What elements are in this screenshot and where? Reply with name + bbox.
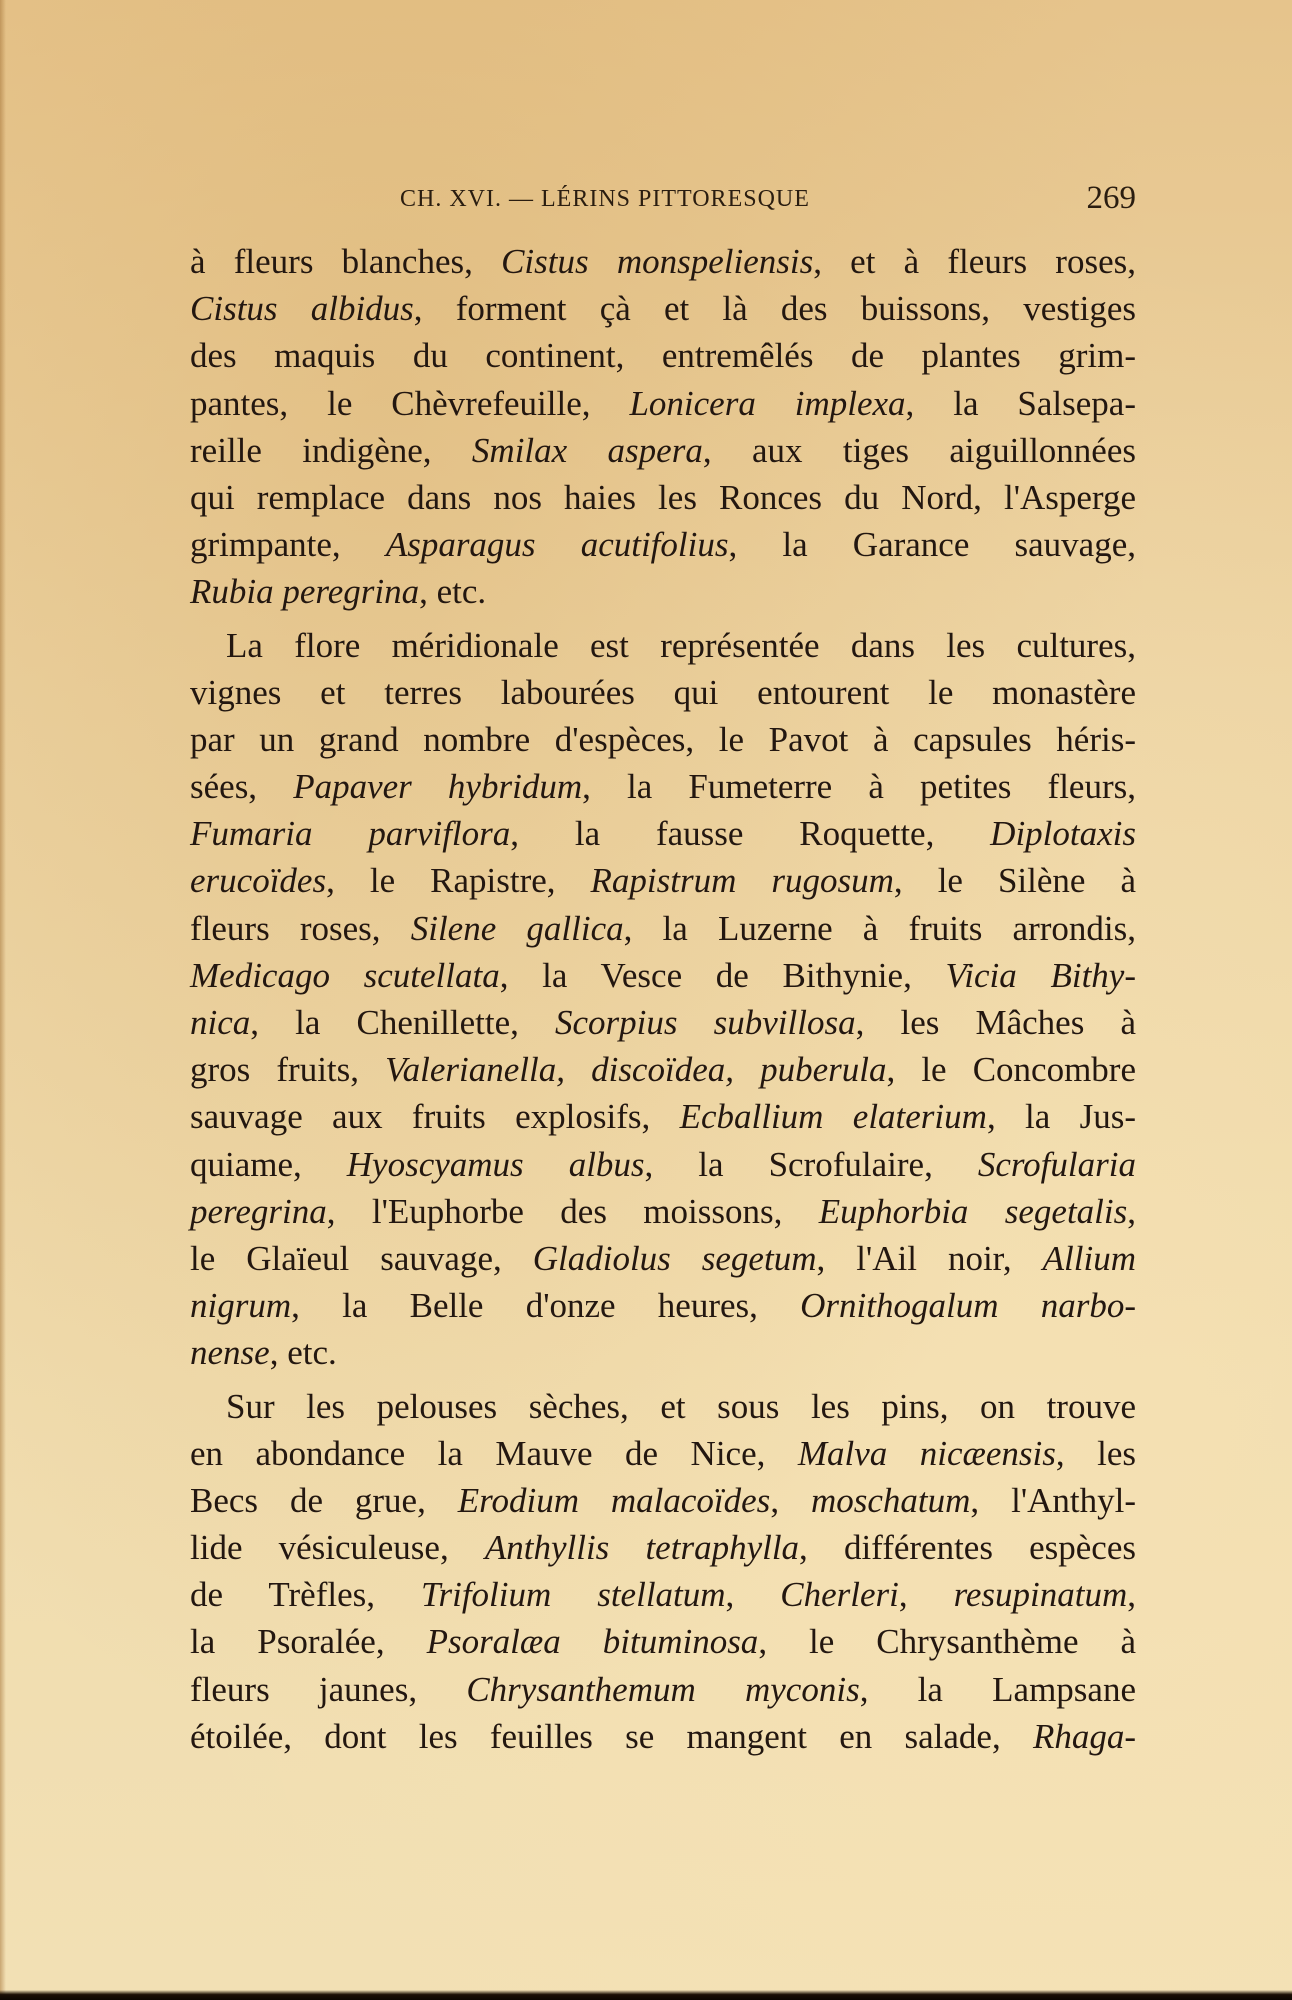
text-run: , — [1127, 1575, 1137, 1615]
text-run: , la Garance sauvage, — [728, 525, 1136, 565]
text-line — [190, 716, 1136, 763]
text-line — [190, 238, 1136, 285]
text-run: La flore méridionale est représentée dans les cultures, — [226, 625, 1136, 665]
text-line — [190, 905, 1136, 952]
text-run: reille indigène, — [190, 430, 472, 470]
text-line — [190, 1141, 1136, 1188]
text-run: , — [770, 1480, 811, 1520]
text-run: , la Jus- — [986, 1097, 1136, 1137]
species-name: moschatum — [810, 1480, 971, 1520]
text-line — [190, 810, 1136, 857]
species-name: Fumaria parviflora — [190, 814, 511, 854]
species-name: nense — [190, 1333, 270, 1373]
species-name: Scorpius subvillosa — [555, 1003, 856, 1042]
text-line — [190, 474, 1136, 521]
text-run: grimpante, — [190, 525, 386, 565]
text-run: , la Lampsane — [859, 1669, 1136, 1709]
text-run: , les Mâches à — [855, 1003, 1137, 1042]
text-run: , l'Euphorbe des moissons, — [326, 1191, 819, 1231]
text-run: , la Salsepa- — [905, 383, 1136, 423]
text-run: , le Chrysanthème à — [758, 1622, 1136, 1662]
text-run: , forment çà et là des buissons, vestiges — [413, 289, 1136, 329]
paragraph — [190, 1383, 1136, 1761]
text-run: quiame, — [190, 1144, 347, 1184]
page-bottom-edge — [0, 1990, 1292, 2000]
text-line — [190, 1477, 1136, 1524]
text-run: la Psoralée, — [190, 1622, 427, 1662]
species-name: peregrina — [190, 1191, 327, 1231]
text-line — [190, 1430, 1136, 1477]
text-run: , le Concombre — [886, 1050, 1136, 1090]
text-line — [190, 1188, 1136, 1235]
text-line — [190, 332, 1136, 379]
text-line — [190, 622, 1136, 669]
species-name: Anthyllis tetraphylla — [484, 1528, 800, 1568]
text-line — [190, 669, 1136, 716]
text-run: , etc. — [419, 572, 487, 612]
text-run: de Trèfles, — [190, 1575, 421, 1615]
text-line — [190, 1383, 1136, 1430]
text-line — [190, 1093, 1136, 1140]
species-name: Ecballium elaterium — [679, 1097, 987, 1137]
text-line — [190, 380, 1136, 427]
species-name: Malva nicæensis — [797, 1433, 1056, 1473]
species-name: Rapistrum rugosum — [590, 861, 894, 901]
text-line — [190, 521, 1136, 568]
page-edge-shadow — [0, 0, 6, 2000]
species-name: Rubia peregrina — [190, 572, 420, 612]
text-line — [190, 1618, 1136, 1665]
species-name: Allium — [1042, 1238, 1136, 1278]
text-run: , — [1127, 1191, 1136, 1231]
text-run: , le Silène à — [893, 861, 1136, 901]
text-run: , — [898, 1575, 954, 1615]
text-run: le Glaïeul sauvage, — [190, 1238, 533, 1278]
species-name: Trifolium stellatum — [420, 1575, 726, 1615]
text-run: des maquis du continent, entremêlés de plantes grim- — [190, 336, 1136, 376]
text-run: sauvage aux fruits explosifs, — [190, 1097, 680, 1137]
text-run: sées, — [190, 767, 294, 807]
species-name: erucoïdes — [190, 861, 327, 901]
species-name: Psoralæa bituminosa — [426, 1622, 759, 1662]
text-run: , la Belle d'onze heures, — [291, 1286, 801, 1326]
running-head — [190, 180, 1136, 220]
text-run: fleurs roses, — [190, 908, 411, 948]
text-run: , la Chenillette, — [250, 1003, 555, 1042]
species-name: Diplotaxis — [990, 814, 1136, 854]
text-line — [190, 427, 1136, 474]
species-name: Smilax aspera — [471, 430, 703, 470]
text-line — [190, 952, 1136, 999]
text-line — [190, 999, 1136, 1046]
text-run: gros fruits, — [190, 1050, 386, 1090]
text-run: , etc. — [269, 1333, 337, 1373]
page-number: 269 — [1086, 180, 1136, 216]
text-run: en abondance la Mauve de Nice, — [190, 1433, 798, 1473]
species-name: Hyoscyamus albus — [346, 1144, 645, 1184]
text-run: étoilée, dont les feuilles se mangent en salade, — [190, 1716, 1033, 1756]
text-line — [190, 857, 1136, 904]
species-name: Gladiolus segetum — [532, 1238, 817, 1278]
text-run: , la fausse Roquette, — [510, 814, 991, 854]
text-run: , la Luzerne à fruits arrondis, — [623, 908, 1136, 948]
species-name: Papaver hybridum — [293, 767, 583, 807]
species-name: Cistus albidus — [190, 289, 414, 329]
text-run: Becs de grue, — [190, 1480, 458, 1520]
species-name: Cistus monspeliensis — [501, 242, 814, 281]
text-run: , la Fumeterre à petites fleurs, — [582, 767, 1136, 807]
text-line — [190, 1282, 1136, 1329]
species-name: Silene gallica — [410, 908, 624, 948]
text-line — [190, 763, 1136, 810]
text-line — [190, 1666, 1136, 1713]
species-name: Chrysanthemum myconis — [466, 1669, 860, 1709]
species-name: Vicia Bithy- — [945, 955, 1136, 995]
text-line — [190, 1571, 1136, 1618]
species-name: Ornithogalum narbo- — [800, 1286, 1136, 1326]
text-run: , et à fleurs roses, — [813, 242, 1136, 281]
text-run: , l'Ail noir, — [816, 1238, 1043, 1278]
species-name: Scrofularia — [977, 1144, 1136, 1184]
text-run: , la Scrofulaire, — [644, 1144, 978, 1184]
text-line — [190, 1524, 1136, 1571]
species-name: Euphorbia segetalis — [818, 1191, 1128, 1231]
text-line — [190, 1713, 1136, 1760]
species-name: nigrum — [190, 1286, 292, 1326]
text-run: , l'Anthyl- — [970, 1480, 1136, 1520]
species-name: Asparagus acutifolius — [385, 525, 729, 565]
text-line — [190, 285, 1136, 332]
text-run: qui remplace dans nos haies les Ronces du Nord, l'Asperge — [190, 477, 1136, 517]
text-run: à fleurs blanches, — [190, 242, 502, 281]
body-text — [190, 238, 1136, 1760]
text-run: , différentes espèces — [799, 1528, 1136, 1568]
text-line — [190, 1235, 1136, 1282]
chapter-title: CH. XVI. — LÉRINS PITTORESQUE — [400, 186, 810, 212]
species-name: Rhaga- — [1032, 1716, 1136, 1756]
text-run: , la Vesce de Bithynie, — [499, 955, 946, 995]
text-run: , aux tiges aiguillonnées — [702, 430, 1136, 470]
text-run: vignes et terres labourées qui entourent le monastère — [190, 672, 1136, 712]
text-run: , les — [1055, 1433, 1136, 1473]
paragraph — [190, 238, 1136, 616]
text-run: pantes, le Chèvrefeuille, — [190, 383, 630, 423]
text-line — [190, 1046, 1136, 1093]
text-run: par un grand nombre d'espèces, le Pavot à capsules héris- — [190, 719, 1136, 759]
species-name: Cherleri — [780, 1575, 899, 1615]
text-run: lide vésiculeuse, — [190, 1528, 485, 1568]
species-name: Valerianella, discoïdea, puberula — [385, 1050, 887, 1090]
species-name: Lonicera implexa — [629, 383, 906, 423]
species-name: resupinatum — [953, 1575, 1128, 1615]
text-run: fleurs jaunes, — [190, 1669, 467, 1709]
text-line — [190, 568, 1136, 615]
species-name: Erodium malacoïdes — [457, 1480, 771, 1520]
species-name: nica — [190, 1003, 251, 1042]
paragraph — [190, 622, 1136, 1377]
text-line — [190, 1329, 1136, 1376]
species-name: Medicago scutellata — [190, 955, 500, 995]
text-run: , — [725, 1575, 781, 1615]
text-run: Sur les pelouses sèches, et sous les pins, on trouve — [226, 1386, 1136, 1426]
text-run: , le Rapistre, — [326, 861, 591, 901]
